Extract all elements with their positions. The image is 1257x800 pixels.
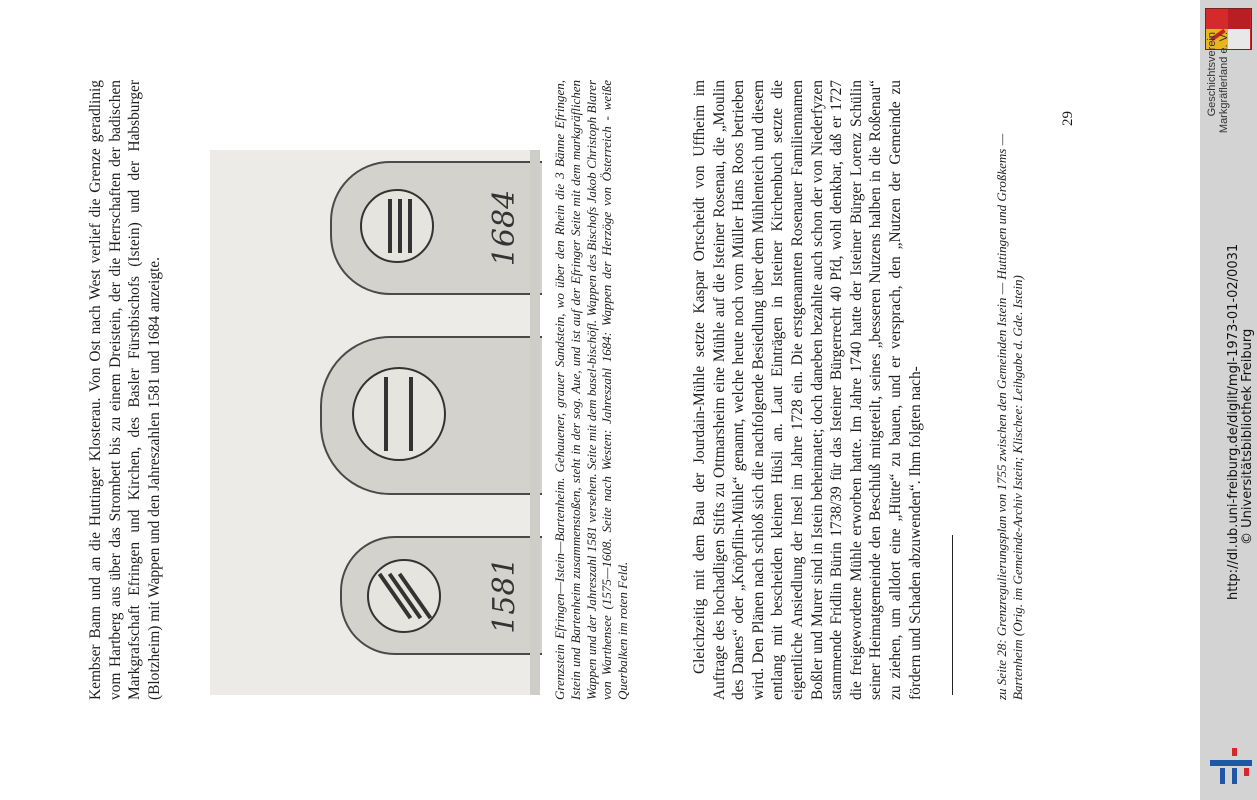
- photo-caption: Grenzstein Efringen—Istein—Bartenheim. Gehauener, grauer Sandstein, wo über den Rhein die 3 Bänne Efringen, Istein und Bartenheim zusammenstoßen, steht in der sog. Aue, und ist auf der Efringer Seite mit dem markgräflichen Wappen und der Jahreszahl 1581 versehen. Seite mit dem basel-bischöfl. Wappen des Bischofs Jakob Christoph Blarer von Warthensee (1575—1608. Seite nach Westen: Jahreszahl 1684: Wappen der Herzöge von Österreich - weiße Querbalken im roten Feld.: [552, 80, 631, 700]
- stone-left: [340, 536, 542, 655]
- boundary-stone-photo: [210, 150, 540, 695]
- stone-middle: [320, 336, 542, 495]
- paragraph-intro: Kembser Bann und an die Huttinger Klosterau. Von Ost nach West verlief die Grenze geradlinig vom Hartberg aus über das Strombett bis zu einem Dreistein, der die Herrschaften der badischen Markgrafschaft Efringen und Kirchen, des Basler Fürstbischofs (Istein) und der Habsburger (Blotzheim) mit Wappen und den Jahreszahlen 1581 und 1684 anzeigte.: [87, 80, 163, 700]
- footnote-divider: [952, 535, 953, 695]
- source-url-link[interactable]: http://dl.ub.uni-freiburg.de/diglit/mgl-1973-01-02/0031: [1226, 243, 1241, 600]
- year-1684: 1684: [487, 189, 522, 267]
- crest-right: [360, 189, 434, 263]
- stone-right: [330, 161, 542, 295]
- verein-line-2: Markgräflerland e. V.: [1218, 32, 1230, 134]
- paragraph-main: Gleichzeitig mit dem Bau der Jourdain-Mühle setzte Kaspar Ortscheidt von Uffheim im Auftrage des hochadligen Stifts zu Ottmarsheim eine Mühle auf die Isteiner Rosenau, die „Moulin des Danes“ oder „Knöpflin-Mühle“ genannt, welche heute noch vom Müller Hans Roos betrieben wird. Den Plänen nach schloß sich die nachfolgende Besiedlung über dem Mühlenteich und diesem entlang mit bescheiden kleinen Hüsli an. Laut Einträgen in Isteiner Kirchenbuch setzte die eigentliche Ansiedlung der Insel im Jahre 1728 ein. Die erstgenannten Rosenauer Familiennamen Boßler und Murer sind in Istein beheimatet; doch daneben bezahlte auch schon der von Niederfyzen stammende Fridlin Bürin 1738/39 für das Isteiner Bürgerrecht 40 Pfd, wohl denkbar, daß er 1727 die freigewordene Mühle erworben hatte. Im Jahre 1740 hatte der Isteiner Bürger Lorenz Schülin seiner Heimatgemeinde den Beschluß mitgeteilt, seines „besseren Nutzens halben in die Roßenau“ zu ziehen, um alldort eine „Hütte“ zu bauen, und er versprach, den „Nutzen der Gemeinde zu fördern und Schaden abzuwenden“. Ihm folgten nach-: [691, 80, 924, 700]
- crest-middle: [352, 367, 446, 461]
- footnote: zu Seite 28: Grenzregulierungsplan von 1755 zwischen den Gemeinden Istein — Huttingen und Großkems — Bartenheim (Orig. im Gemeinde-Archiv Istein; Klischee: Leihgabe d. Gde. Istein): [994, 133, 1025, 700]
- crest-left: [367, 559, 441, 633]
- verein-line-1: Geschichtsverein: [1206, 32, 1218, 117]
- year-1581: 1581: [487, 557, 522, 634]
- copyright-label: © Universitätsbibliothek Freiburg: [1240, 328, 1255, 545]
- ub-freiburg-logo-icon: [1210, 748, 1252, 784]
- ground: [530, 150, 540, 695]
- page-number: 29: [1060, 111, 1076, 126]
